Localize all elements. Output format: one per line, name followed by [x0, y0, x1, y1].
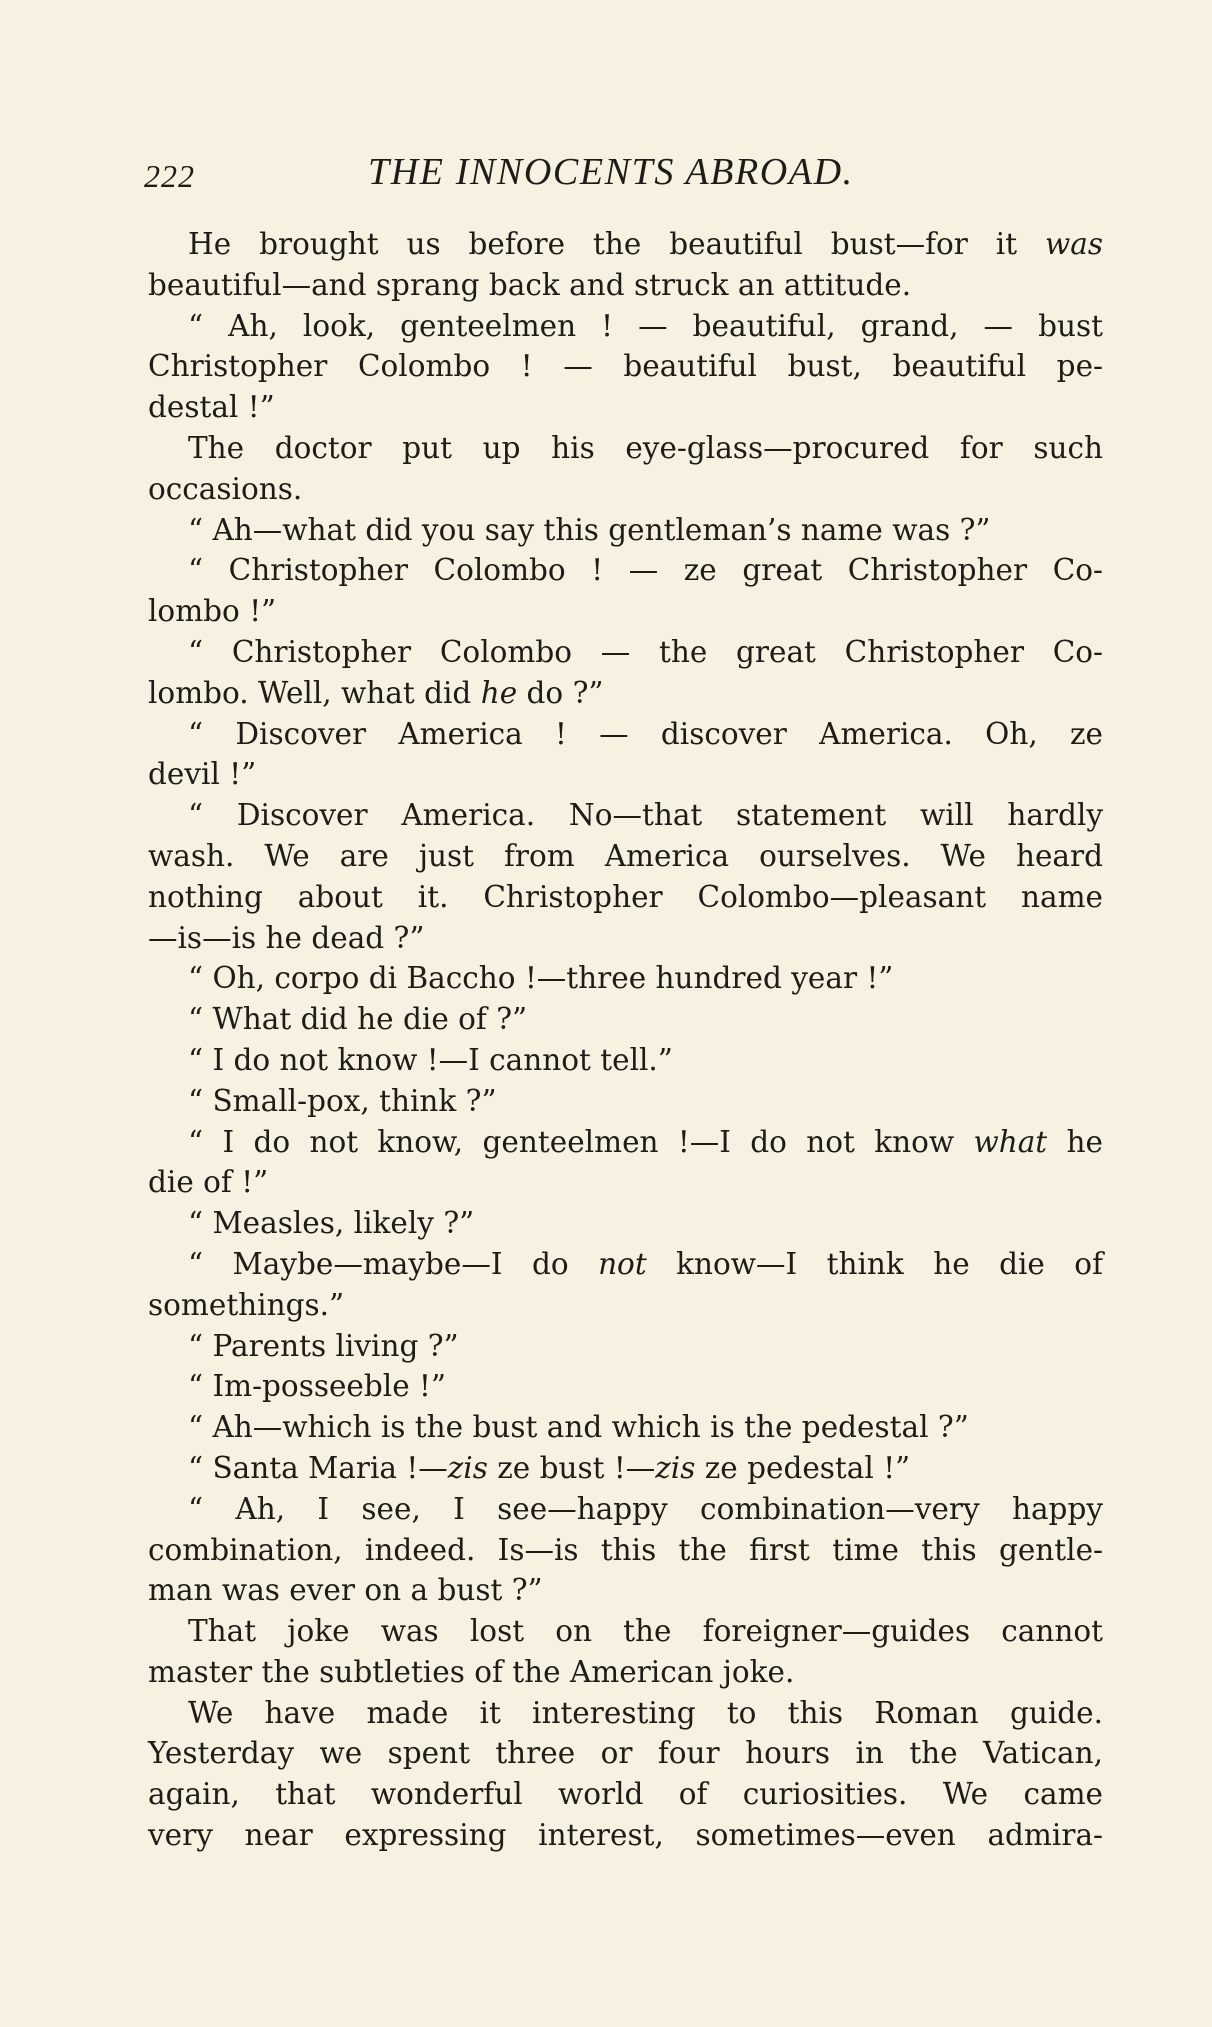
- text-line: [148, 918, 1103, 959]
- text-segment: The doctor put up his eye-glass—procured for such: [188, 430, 1103, 465]
- text-line: [148, 1203, 1103, 1244]
- text-segment: He brought us before the beautiful bust—for it: [188, 227, 1046, 261]
- text-line: [148, 469, 1103, 510]
- text-segment: very near expressing interest, sometimes—even admira-: [148, 1818, 1103, 1853]
- text-segment: “ Oh, corpo di Baccho !—three hundred year !”: [188, 961, 894, 996]
- text-line: [148, 1162, 1103, 1203]
- text-line: [148, 346, 1103, 387]
- text-segment: ze pedestal !”: [695, 1450, 911, 1485]
- body-text: [148, 224, 1103, 1856]
- page-number: 222: [144, 158, 195, 194]
- text-line: [148, 1693, 1103, 1734]
- text-segment: wash. We are just from America ourselves. We heard: [148, 838, 1103, 873]
- text-line: [148, 1530, 1103, 1571]
- text-segment: he: [1047, 1124, 1103, 1159]
- text-line: [148, 714, 1103, 755]
- text-line: [148, 1652, 1103, 1693]
- text-line: [148, 795, 1103, 836]
- text-segment: do ?”: [517, 675, 604, 710]
- text-line: [148, 1815, 1103, 1856]
- text-line: [148, 265, 1103, 306]
- text-line: [148, 1285, 1103, 1326]
- text-segment: lombo. Well, what did: [148, 675, 481, 710]
- text-segment: “ Maybe—maybe—I do: [188, 1246, 599, 1281]
- text-segment: “ Discover America ! — discover America. Oh, ze: [188, 716, 1103, 751]
- text-segment: “ Parents living ?”: [188, 1328, 459, 1363]
- text-segment: “ Small-pox, think ?”: [188, 1083, 497, 1118]
- text-line: [148, 510, 1103, 551]
- text-segment: “ Ah—what did you say this gentleman’s name was ?”: [188, 512, 991, 547]
- italic-text: not: [598, 1246, 647, 1281]
- text-segment: “ Ah, I see, I see—happy combination—very happy: [188, 1491, 1103, 1526]
- running-title: THE INNOCENTS ABROAD.: [368, 151, 854, 193]
- text-segment: die of !”: [148, 1165, 269, 1200]
- text-line: [148, 673, 1103, 714]
- text-line: [148, 1611, 1103, 1652]
- text-segment: “ Christopher Colombo ! — ze great Christopher Co-: [188, 553, 1103, 588]
- italic-text: was: [1045, 227, 1103, 261]
- text-segment: “ What did he die of ?”: [188, 1002, 528, 1037]
- text-line: [148, 550, 1103, 591]
- text-line: [148, 387, 1103, 428]
- text-segment: “ Ah—which is the bust and which is the pedestal ?”: [188, 1410, 969, 1445]
- text-segment: “ Discover America. No—that statement will hardly: [188, 798, 1103, 833]
- text-segment: destal !”: [148, 390, 275, 425]
- text-segment: “ I do not know !—I cannot tell.”: [188, 1042, 673, 1077]
- text-segment: —is—is he dead ?”: [148, 920, 425, 955]
- text-segment: know—I think he die of: [646, 1246, 1103, 1281]
- text-segment: “ Ah, look, genteelmen ! — beautiful, grand, — bust: [188, 308, 1103, 343]
- text-line: [148, 1081, 1103, 1122]
- text-segment: ze bust !—: [487, 1450, 656, 1485]
- text-line: [148, 1407, 1103, 1448]
- text-line: [148, 428, 1103, 469]
- text-segment: “ Santa Maria !—: [188, 1450, 448, 1485]
- text-segment: lombo !”: [148, 594, 277, 629]
- text-line: [148, 1733, 1103, 1774]
- italic-text: zis: [655, 1450, 696, 1485]
- text-line: [148, 1366, 1103, 1407]
- text-line: [148, 1040, 1103, 1081]
- text-line: [148, 1244, 1103, 1285]
- text-line: [148, 1489, 1103, 1530]
- text-segment: beautiful—and sprang back and struck an attitude.: [148, 267, 912, 302]
- text-line: [148, 1448, 1103, 1489]
- text-segment: “ Measles, likely ?”: [188, 1206, 475, 1241]
- text-line: [148, 999, 1103, 1040]
- text-segment: devil !”: [148, 757, 257, 792]
- text-segment: combination, indeed. Is—is this the first time this gentle-: [148, 1532, 1103, 1567]
- text-line: [148, 306, 1103, 347]
- text-line: [148, 1774, 1103, 1815]
- italic-text: what: [973, 1124, 1048, 1159]
- text-line: [148, 958, 1103, 999]
- text-segment: “ I do not know, genteelmen !—I do not know: [188, 1124, 974, 1159]
- text-segment: nothing about it. Christopher Colombo—pleasant name: [148, 879, 1103, 914]
- text-segment: We have made it interesting to this Roman guide.: [188, 1695, 1103, 1730]
- text-line: [148, 877, 1103, 918]
- text-line: [148, 836, 1103, 877]
- text-line: [148, 224, 1103, 265]
- text-line: [148, 1122, 1103, 1163]
- running-header: [144, 150, 1084, 206]
- text-segment: master the subtleties of the American joke.: [148, 1654, 795, 1689]
- text-line: [148, 1326, 1103, 1367]
- text-segment: man was ever on a bust ?”: [148, 1573, 543, 1608]
- text-segment: somethings.”: [148, 1287, 345, 1322]
- text-segment: “ Im-posseeble !”: [188, 1369, 446, 1404]
- text-segment: again, that wonderful world of curiosities. We came: [148, 1777, 1103, 1812]
- text-line: [148, 591, 1103, 632]
- text-line: [148, 754, 1103, 795]
- text-line: [148, 1570, 1103, 1611]
- text-segment: Christopher Colombo ! — beautiful bust, beautiful pe-: [148, 349, 1103, 384]
- text-segment: “ Christopher Colombo — the great Christopher Co-: [188, 634, 1103, 669]
- text-line: [148, 632, 1103, 673]
- italic-text: he: [480, 675, 518, 710]
- italic-text: zis: [447, 1450, 488, 1485]
- text-segment: That joke was lost on the foreigner—guides cannot: [188, 1614, 1103, 1649]
- text-segment: Yesterday we spent three or four hours in the Vatican,: [148, 1736, 1103, 1771]
- text-segment: occasions.: [148, 471, 303, 506]
